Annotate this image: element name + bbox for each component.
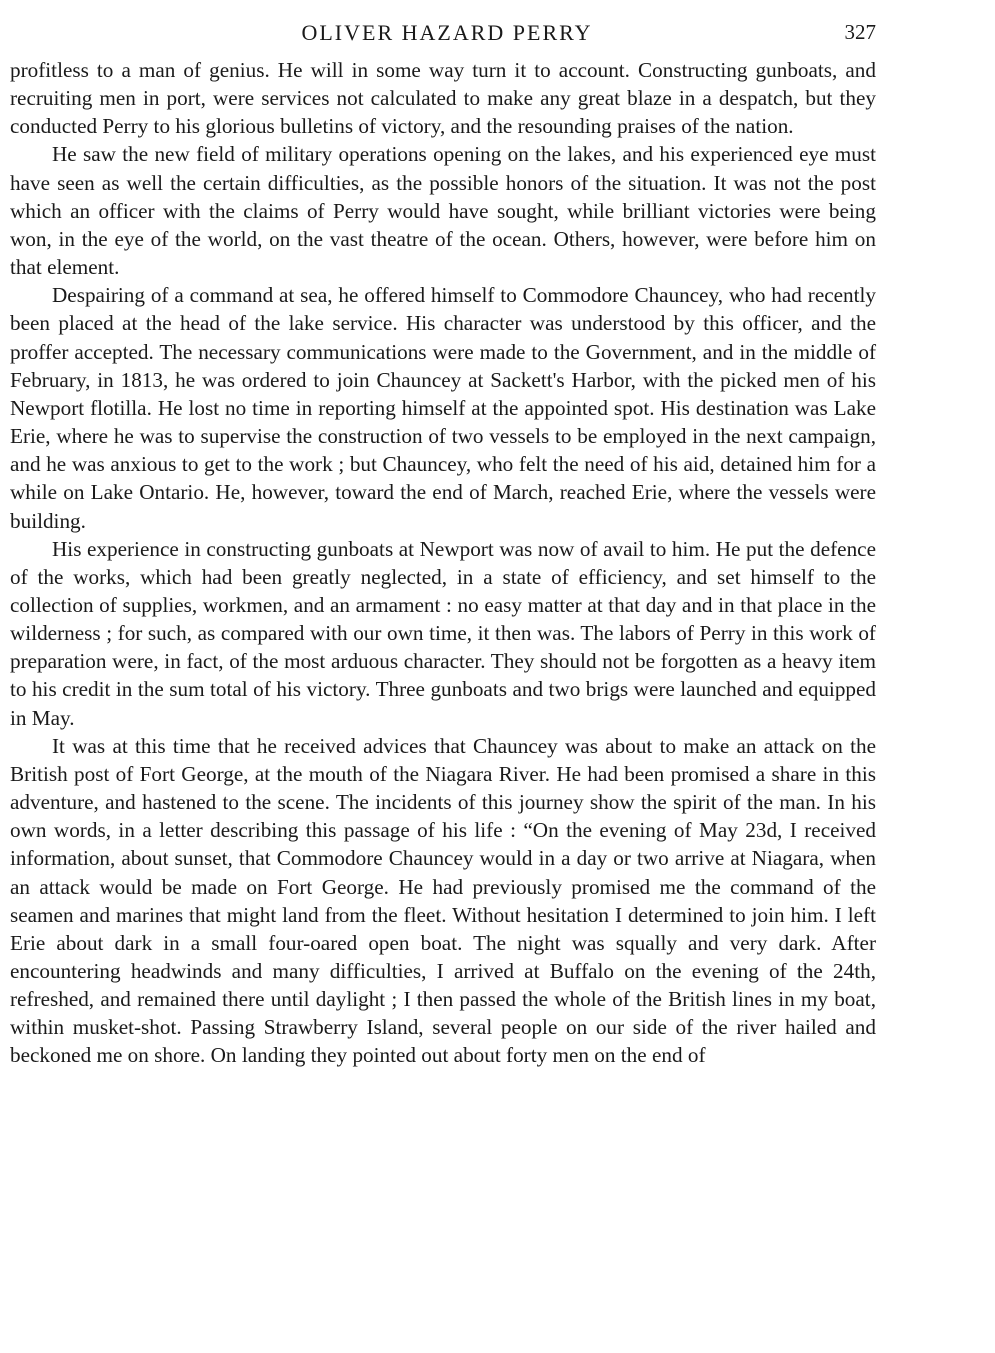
body-text <box>10 56 876 1070</box>
paragraph-continued: profitless to a man of genius. He will in some way turn it to account. Constructing gunboats, and recruiting men in port, were services not calculated to make any great blaze in a despatch, but they conducted Perry to his glorious bulletins of victory, and the resounding praises of the nation. <box>10 58 876 139</box>
paragraph-fort-george: It was at this time that he received advices that Chauncey was about to make an attack on the British post of Fort George, at the mouth of the Niagara River. He had been promised a share in this adventure, and hastened to the scene. The incidents of this journey show the spirit of the man. In his own words, in a letter describing this passage of his life : “On the evening of May 23d, I received information, about sunset, that Commodore Chauncey would in a day or two arrive at Niagara, when an attack would be made on Fort George. He had previously promised me the command of the seamen and marines that might land from the fleet. Without hesitation I determined to join him. I left Erie about dark in a small four-oared open boat. The night was squally and very dark. After encountering headwinds and many difficulties, I arrived at Buffalo on the evening of the 24th, refreshed, and remained there until daylight ; I then passed the whole of the British lines in my boat, within musket-shot. Passing Strawberry Island, several people on our side of the river hailed and beckoned me on shore. On landing they pointed out about forty men on the end of <box>10 733 876 1068</box>
paragraph-lakes: He saw the new field of military operations opening on the lakes, and his experienced eye must have seen as well the certain difficulties, as the possible honors of the situation. It was not the post which an officer with the claims of Perry would have sought, while brilliant victories were being won, in the eye of the world, on the vast theatre of the ocean. Others, however, were before him on that element. <box>10 142 876 280</box>
paragraph-newport-experience: His experience in constructing gunboats at Newport was now of avail to him. He put the defence of the works, which had been greatly neglected, in a state of efficiency, and set himself to the collection of supplies, workmen, and an armament : no easy matter at that day and in that place in the wilderness ; for such, as compared with our own time, it then was. The labors of Perry in this work of preparation were, in fact, of the most arduous character. They should not be forgotten as a heavy item to his credit in the sum total of his victory. Three gunboats and two brigs were launched and equipped in May. <box>10 536 876 730</box>
page-number: 327 <box>844 20 876 44</box>
running-head <box>10 16 876 56</box>
paragraph-chauncey: Despairing of a command at sea, he offered himself to Commodore Chauncey, who had recently been placed at the head of the lake service. His character was understood by this officer, and the proffer accepted. The necessary communications were made to the Government, and in the middle of February, in 1813, he was ordered to join Chauncey at Sackett's Harbor, with the picked men of his Newport flotilla. He lost no time in reporting himself at the appointed spot. His destination was Lake Erie, where he was to supervise the construction of two vessels to be employed in the next campaign, and he was anxious to get to the work ; but Chauncey, who felt the need of his aid, detained him for a while on Lake Ontario. He, however, toward the end of March, reached Erie, where the vessels were building. <box>10 283 876 533</box>
book-page <box>10 16 876 1070</box>
running-head-title: OLIVER HAZARD PERRY <box>301 20 593 45</box>
